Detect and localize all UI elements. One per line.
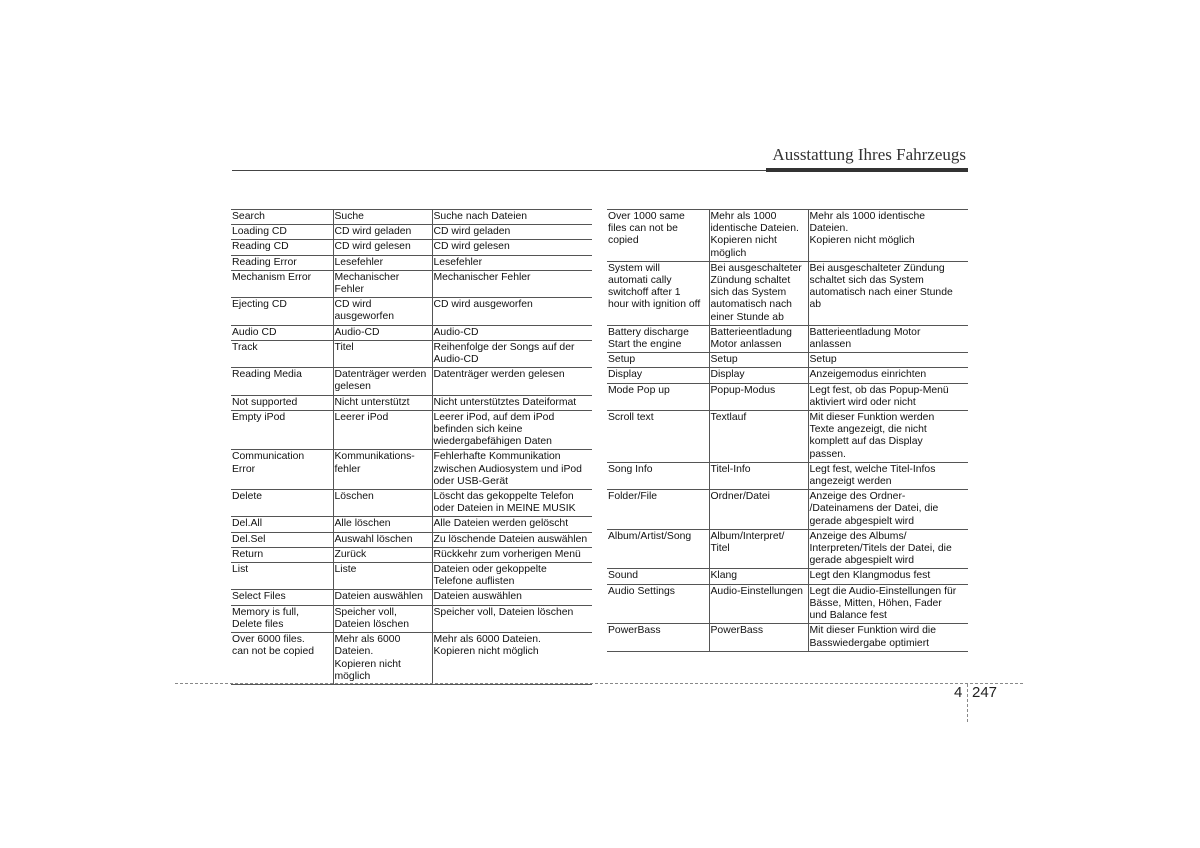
german-message-cell: Nicht unterstützt: [333, 395, 432, 410]
description-cell: CD wird ausgeworfen: [432, 298, 592, 325]
table-row: [607, 462, 968, 489]
english-message-cell: Memory is full, Delete files: [231, 605, 333, 632]
description-cell: Lesefehler: [432, 255, 592, 270]
description-cell: Leerer iPod, auf dem iPod befinden sich keine wiedergabefähigen Daten: [432, 410, 592, 450]
table-row: [607, 584, 968, 624]
german-message-cell: Audio-Einstellungen: [709, 584, 808, 624]
description-cell: Mit dieser Funktion wird die Basswiedergabe optimiert: [808, 624, 968, 651]
english-message-cell: Over 1000 same files can not be copied: [607, 210, 709, 262]
description-cell: Bei ausgeschalteter Zündung schaltet sich das System automatisch nach einer Stunde ab: [808, 261, 968, 325]
english-message-cell: Display: [607, 368, 709, 383]
table-row: [231, 532, 592, 547]
german-message-cell: Klang: [709, 569, 808, 584]
german-message-cell: Suche: [333, 210, 432, 225]
english-message-cell: Communication Error: [231, 450, 333, 490]
description-cell: Mit dieser Funktion werden Texte angezeigt, die nicht komplett auf das Display passen.: [808, 411, 968, 463]
description-cell: Nicht unterstütztes Dateiformat: [432, 395, 592, 410]
english-message-cell: Setup: [607, 353, 709, 368]
description-cell: Anzeige des Albums/ Interpreten/Titels der Datei, die gerade abgespielt wird: [808, 529, 968, 569]
german-message-cell: Display: [709, 368, 808, 383]
english-message-cell: Track: [231, 340, 333, 367]
english-message-cell: Del.All: [231, 517, 333, 532]
table-row: [231, 210, 592, 225]
table-row: [231, 605, 592, 632]
description-cell: Mechanischer Fehler: [432, 270, 592, 297]
description-cell: Anzeigemodus einrichten: [808, 368, 968, 383]
english-message-cell: Loading CD: [231, 225, 333, 240]
german-message-cell: Lesefehler: [333, 255, 432, 270]
english-message-cell: Delete: [231, 490, 333, 517]
german-message-cell: Textlauf: [709, 411, 808, 463]
english-message-cell: Audio Settings: [607, 584, 709, 624]
english-message-cell: Reading Media: [231, 368, 333, 395]
english-message-cell: Empty iPod: [231, 410, 333, 450]
page-number: 247: [972, 684, 998, 701]
english-message-cell: Reading CD: [231, 240, 333, 255]
table-row: [607, 383, 968, 410]
table-row: [231, 255, 592, 270]
german-message-cell: Speicher voll, Dateien löschen: [333, 605, 432, 632]
description-cell: Legt fest, ob das Popup-Menü aktiviert wird oder nicht: [808, 383, 968, 410]
german-message-cell: Titel: [333, 340, 432, 367]
table-row: [607, 325, 968, 352]
english-message-cell: Song Info: [607, 462, 709, 489]
english-message-cell: Ejecting CD: [231, 298, 333, 325]
table-row: [231, 490, 592, 517]
german-message-cell: CD wird gelesen: [333, 240, 432, 255]
english-message-cell: Del.Sel: [231, 532, 333, 547]
english-message-cell: Return: [231, 547, 333, 562]
german-message-cell: Leerer iPod: [333, 410, 432, 450]
description-cell: Rückkehr zum vorherigen Menü: [432, 547, 592, 562]
table-row: [607, 353, 968, 368]
german-message-cell: Setup: [709, 353, 808, 368]
table-row: [231, 340, 592, 367]
german-message-cell: Zurück: [333, 547, 432, 562]
description-cell: Legt den Klangmodus fest: [808, 569, 968, 584]
english-message-cell: Reading Error: [231, 255, 333, 270]
description-cell: Alle Dateien werden gelöscht: [432, 517, 592, 532]
description-cell: Batterieentladung Motor anlassen: [808, 325, 968, 352]
english-message-cell: System will automati cally switchoff after 1 hour with ignition off: [607, 261, 709, 325]
german-message-cell: Album/Interpret/ Titel: [709, 529, 808, 569]
german-message-cell: Audio-CD: [333, 325, 432, 340]
english-message-cell: Folder/File: [607, 490, 709, 530]
german-message-cell: Ordner/Datei: [709, 490, 808, 530]
description-cell: Anzeige des Ordner- /Dateinamens der Datei, die gerade abgespielt wird: [808, 490, 968, 530]
chapter-number: 4: [954, 684, 963, 701]
german-message-cell: Löschen: [333, 490, 432, 517]
german-message-cell: Mechanischer Fehler: [333, 270, 432, 297]
footer-dotted-rule: [175, 683, 1023, 684]
english-message-cell: Not supported: [231, 395, 333, 410]
table-row: [607, 261, 968, 325]
table-row: [607, 411, 968, 463]
english-message-cell: Search: [231, 210, 333, 225]
description-cell: Dateien auswählen: [432, 590, 592, 605]
german-message-cell: Batterieentladung Motor anlassen: [709, 325, 808, 352]
german-message-cell: Liste: [333, 563, 432, 590]
english-message-cell: Mode Pop up: [607, 383, 709, 410]
table-row: [607, 490, 968, 530]
table-row: [231, 547, 592, 562]
table-row: [231, 563, 592, 590]
description-cell: Datenträger werden gelesen: [432, 368, 592, 395]
english-message-cell: PowerBass: [607, 624, 709, 651]
german-message-cell: CD wird ausgeworfen: [333, 298, 432, 325]
description-cell: CD wird geladen: [432, 225, 592, 240]
german-message-cell: Titel-Info: [709, 462, 808, 489]
description-cell: Speicher voll, Dateien löschen: [432, 605, 592, 632]
german-message-cell: Mehr als 6000 Dateien. Kopieren nicht möglich: [333, 633, 432, 685]
table-row: [607, 569, 968, 584]
german-message-cell: Dateien auswählen: [333, 590, 432, 605]
german-message-cell: Bei ausgeschalteter Zündung schaltet sich das System automatisch nach einer Stunde ab: [709, 261, 808, 325]
german-message-cell: Kommunikations- fehler: [333, 450, 432, 490]
german-message-cell: Popup-Modus: [709, 383, 808, 410]
english-message-cell: Sound: [607, 569, 709, 584]
table-row: [231, 410, 592, 450]
description-cell: Dateien oder gekoppelte Telefone auflisten: [432, 563, 592, 590]
german-message-cell: Alle löschen: [333, 517, 432, 532]
table-row: [607, 210, 968, 262]
english-message-cell: Mechanism Error: [231, 270, 333, 297]
description-cell: Setup: [808, 353, 968, 368]
english-message-cell: Scroll text: [607, 411, 709, 463]
english-message-cell: Album/Artist/Song: [607, 529, 709, 569]
table-row: [231, 368, 592, 395]
header-rule-accent: [766, 168, 968, 172]
english-message-cell: Battery discharge Start the engine: [607, 325, 709, 352]
table-row: [607, 624, 968, 651]
table-row: [231, 395, 592, 410]
description-cell: Mehr als 1000 identische Dateien. Kopieren nicht möglich: [808, 210, 968, 262]
page-header-title: Ausstattung Ihres Fahrzeugs: [772, 145, 966, 164]
german-message-cell: Mehr als 1000 identische Dateien. Kopieren nicht möglich: [709, 210, 808, 262]
german-message-cell: CD wird geladen: [333, 225, 432, 240]
table-row: [231, 450, 592, 490]
description-cell: Audio-CD: [432, 325, 592, 340]
message-table-right: [607, 209, 968, 652]
english-message-cell: List: [231, 563, 333, 590]
description-cell: Reihenfolge der Songs auf der Audio-CD: [432, 340, 592, 367]
german-message-cell: Datenträger werden gelesen: [333, 368, 432, 395]
table-row: [231, 225, 592, 240]
description-cell: Löscht das gekoppelte Telefon oder Dateien in MEINE MUSIK: [432, 490, 592, 517]
german-message-cell: PowerBass: [709, 624, 808, 651]
table-row: [231, 517, 592, 532]
table-row: [231, 590, 592, 605]
german-message-cell: Auswahl löschen: [333, 532, 432, 547]
page-number-separator: [967, 684, 968, 722]
table-row: [231, 325, 592, 340]
message-table-left: [231, 209, 592, 685]
description-cell: Fehlerhafte Kommunikation zwischen Audiosystem und iPod oder USB-Gerät: [432, 450, 592, 490]
description-cell: CD wird gelesen: [432, 240, 592, 255]
table-row: [231, 240, 592, 255]
table-row: [231, 270, 592, 297]
english-message-cell: Over 6000 files. can not be copied: [231, 633, 333, 685]
description-cell: Mehr als 6000 Dateien. Kopieren nicht möglich: [432, 633, 592, 685]
english-message-cell: Audio CD: [231, 325, 333, 340]
table-row: [607, 529, 968, 569]
table-row: [231, 298, 592, 325]
description-cell: Legt die Audio-Einstellungen für Bässe, Mitten, Höhen, Fader und Balance fest: [808, 584, 968, 624]
description-cell: Suche nach Dateien: [432, 210, 592, 225]
table-row: [231, 633, 592, 685]
table-row: [607, 368, 968, 383]
description-cell: Zu löschende Dateien auswählen: [432, 532, 592, 547]
english-message-cell: Select Files: [231, 590, 333, 605]
description-cell: Legt fest, welche Titel-Infos angezeigt werden: [808, 462, 968, 489]
